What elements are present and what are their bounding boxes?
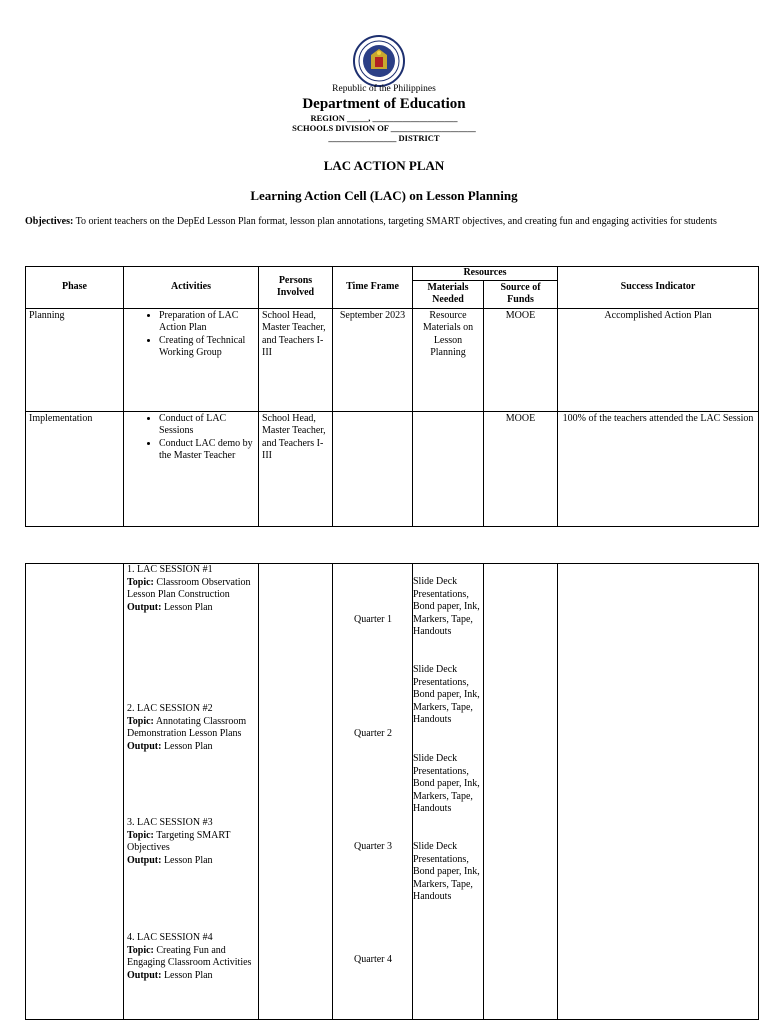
session-4 bbox=[127, 932, 252, 982]
materials-list: Slide Deck Presentations, Bond paper, Ink, Markers, Tape, Handouts bbox=[413, 841, 480, 902]
activities-cell bbox=[124, 308, 259, 411]
topic-label: Topic: bbox=[127, 576, 154, 588]
header-activities: Activities bbox=[124, 267, 259, 309]
objectives-text: To orient teachers on the DepEd Lesson Plan format, lesson plan annotations, targeting SMART objectives, and creating fun and engaging activities for students bbox=[73, 216, 717, 227]
action-plan-table bbox=[25, 266, 759, 527]
time-cell: September 2023 bbox=[333, 308, 413, 411]
output-label: Output: bbox=[127, 854, 162, 866]
success-cell bbox=[558, 564, 759, 1020]
session-2 bbox=[127, 703, 252, 753]
funds-cell: MOOE bbox=[484, 411, 558, 526]
session-1 bbox=[127, 564, 252, 614]
topic-text: Creating Fun and Engaging Classroom Activities bbox=[127, 944, 252, 968]
quarter-label: Quarter 3 bbox=[353, 841, 393, 852]
header-persons: Persons Involved bbox=[259, 267, 333, 309]
table-row bbox=[26, 564, 759, 1020]
output-label: Output: bbox=[127, 740, 162, 752]
header-funds: Source of Funds bbox=[484, 280, 558, 308]
header-success: Success Indicator bbox=[558, 267, 759, 309]
activity-item: • Preparation of LAC Action Plan bbox=[159, 310, 255, 335]
activity-item: • Conduct LAC demo by the Master Teacher bbox=[159, 438, 255, 463]
funds-cell: MOOE bbox=[484, 308, 558, 411]
quarter-label: Quarter 1 bbox=[353, 614, 393, 625]
session-3 bbox=[127, 817, 252, 867]
plan-subtitle: Learning Action Cell (LAC) on Lesson Planning bbox=[250, 188, 518, 203]
activities-cell bbox=[124, 411, 259, 526]
division-line: SCHOOLS DIVISION OF ____________________ bbox=[292, 123, 476, 133]
phase-cell bbox=[26, 564, 124, 1020]
sessions-table bbox=[25, 563, 759, 1020]
materials-cell bbox=[413, 411, 484, 526]
topic-label: Topic: bbox=[127, 829, 154, 841]
topic-label: Topic: bbox=[127, 944, 154, 956]
phase-cell: Planning bbox=[26, 308, 124, 411]
session-title: 1. LAC SESSION #1 bbox=[127, 564, 213, 575]
activity-item: • Creating of Technical Working Group bbox=[159, 335, 255, 360]
output-label: Output: bbox=[127, 969, 162, 981]
objectives-label: Objectives: bbox=[25, 216, 74, 227]
materials-cell: Resource Materials on Lesson Planning bbox=[413, 308, 484, 411]
table-row bbox=[26, 308, 759, 411]
sessions-cell bbox=[124, 564, 259, 1020]
quarter-label: Quarter 2 bbox=[353, 728, 393, 739]
header-time: Time Frame bbox=[333, 267, 413, 309]
output-text: Lesson Plan bbox=[161, 601, 213, 613]
department-name: Department of Education bbox=[302, 96, 466, 112]
output-text: Lesson Plan bbox=[161, 969, 213, 981]
topic-label: Topic: bbox=[127, 715, 154, 727]
materials-list: Slide Deck Presentations, Bond paper, Ink, Markers, Tape, Handouts bbox=[413, 753, 480, 814]
output-text: Lesson Plan bbox=[161, 854, 213, 866]
materials-list: Slide Deck Presentations, Bond paper, Ink, Markers, Tape, Handouts bbox=[413, 576, 480, 637]
plan-title: LAC ACTION PLAN bbox=[323, 158, 445, 173]
topic-text: Classroom Observation Lesson Plan Construction bbox=[127, 576, 251, 600]
success-cell: Accomplished Action Plan bbox=[558, 308, 759, 411]
republic-line: Republic of the Philippines bbox=[332, 84, 436, 94]
quarter-label: Quarter 4 bbox=[353, 954, 393, 965]
district-line: ________________ DISTRICT bbox=[328, 133, 440, 143]
topic-text: Targeting SMART Objectives bbox=[127, 829, 231, 853]
funds-cell bbox=[484, 564, 558, 1020]
header-resources: Resources bbox=[413, 267, 558, 281]
materials-cell bbox=[413, 564, 484, 1020]
persons-cell: School Head, Master Teacher, and Teachers I-III bbox=[259, 411, 333, 526]
time-cell bbox=[333, 411, 413, 526]
activity-item: • Conduct of LAC Sessions bbox=[159, 413, 255, 438]
header-materials: Materials Needed bbox=[413, 280, 484, 308]
table-row bbox=[26, 411, 759, 526]
topic-text: Annotating Classroom Demonstration Lesson Plans bbox=[127, 715, 247, 739]
session-title: 4. LAC SESSION #4 bbox=[127, 932, 213, 943]
session-title: 2. LAC SESSION #2 bbox=[127, 703, 213, 714]
objectives bbox=[25, 216, 745, 229]
region-line: REGION _____, ____________________ bbox=[310, 113, 458, 123]
persons-cell bbox=[259, 564, 333, 1020]
output-label: Output: bbox=[127, 601, 162, 613]
phase-cell: Implementation bbox=[26, 411, 124, 526]
header-phase: Phase bbox=[26, 267, 124, 309]
persons-cell: School Head, Master Teacher, and Teachers I-III bbox=[259, 308, 333, 411]
success-cell: 100% of the teachers attended the LAC Session bbox=[558, 411, 759, 526]
deped-seal-icon bbox=[353, 35, 405, 87]
time-cell bbox=[333, 564, 413, 1020]
materials-list: Slide Deck Presentations, Bond paper, Ink, Markers, Tape, Handouts bbox=[413, 664, 480, 725]
output-text: Lesson Plan bbox=[161, 740, 213, 752]
session-title: 3. LAC SESSION #3 bbox=[127, 817, 213, 828]
